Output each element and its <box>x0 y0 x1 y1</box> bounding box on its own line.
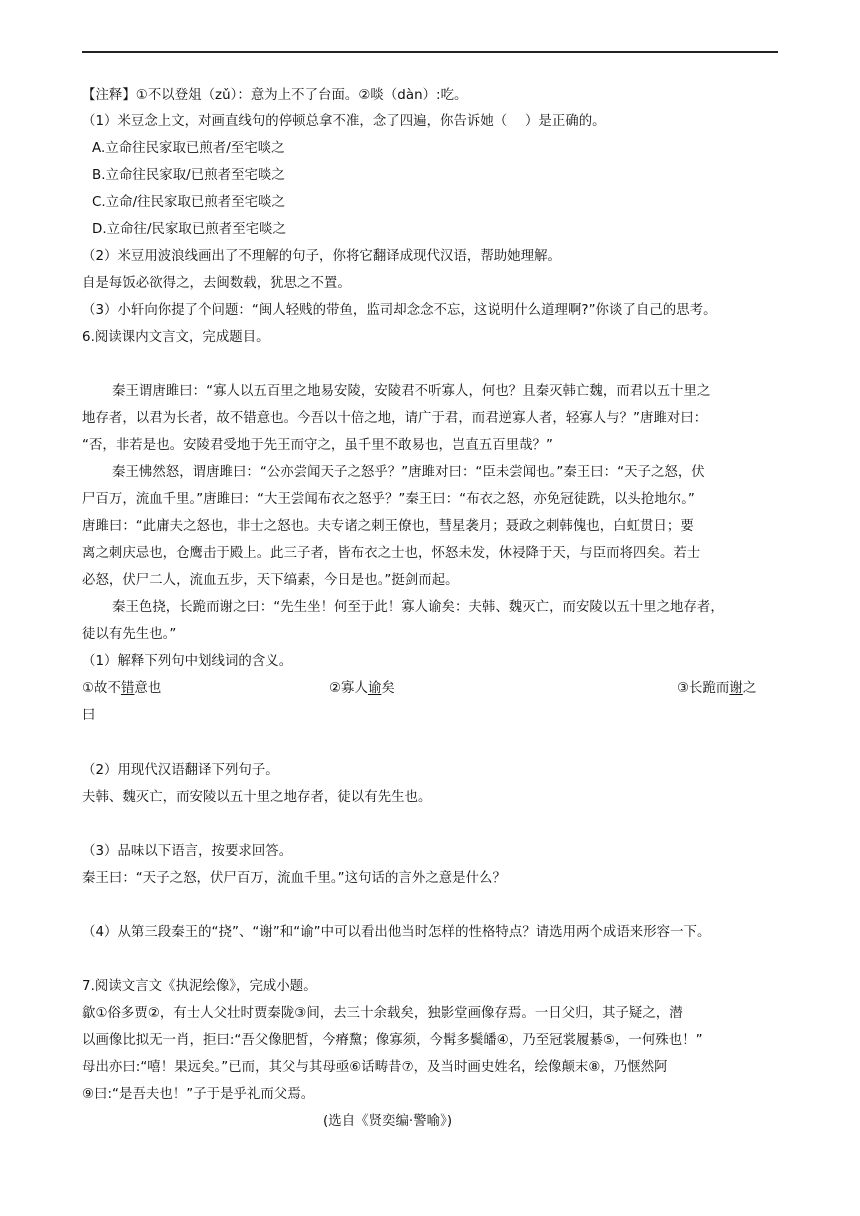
q5-question-1: （1）米豆念上文，对画直线句的停顿总拿不准，念了四遍，你告诉她（ ）是正确的。 <box>82 114 606 129</box>
q6-question-3: （3）品味以下语言，按要求回答。 <box>82 844 293 859</box>
q6-question-1-items <box>82 680 778 700</box>
q5-question-2: （2）米豆用波浪线画出了不理解的句子，你将它翻译成现代汉语，帮助她理解。 <box>82 249 561 264</box>
underlined-word: 错 <box>120 681 135 696</box>
item-1: ①故不错意也 <box>82 681 162 696</box>
q6-question-1: （1）解释下列句中划线词的含义。 <box>82 654 293 669</box>
q6-title: 6.阅读课内文言文，完成题目。 <box>82 330 270 345</box>
q6-question-2-sentence: 夫韩、魏灭亡，而安陵以五十里之地存者，徒以有先生也。 <box>82 790 432 805</box>
annotation-note: 【注释】①不以登俎（zǔ）：意为上不了台面。②啖（dàn）:吃。 <box>82 88 468 103</box>
q6-passage-line: 唐雎曰：“此庸夫之怒也，非士之怒也。夫专诸之刺王僚也，彗星袭月；聂政之刺韩傀也，白虹贯日；要 <box>82 519 694 534</box>
q6-passage-line: “否，非若是也。安陵君受地于先王而守之，虽千里不敢易也，岂直五百里哉？” <box>82 438 553 453</box>
item-2: ②寡人谕矣 <box>329 681 395 696</box>
q5-question-3: （3）小轩向你提了个问题：“闽人轻贱的带鱼，监司却念念不忘，这说明什么道理啊?”你谈了自己的思考。 <box>82 303 717 318</box>
q7-passage-line: 歙①俗多贾②，有士人父壮时贾秦陇③间，去三十余载矣，独影堂画像存焉。一日父归，其子疑之，潜 <box>82 1006 683 1021</box>
option-c: C.立命/往民家取已煎者至宅啖之 <box>92 195 285 210</box>
header-rule <box>82 51 778 53</box>
q7-passage-line: 母出亦曰:“嘻！果远矣。”已而，其父与其母亟⑥话畴昔⑦，及当时画史姓名，绘像颠末⑧，乃惬然阿 <box>82 1060 668 1075</box>
underlined-word: 谢 <box>729 681 743 696</box>
item-3-wrap: 曰 <box>82 708 96 723</box>
q6-passage-line: 离之刺庆忌也，仓鹰击于殿上。此三子者，皆布衣之士也，怀怒未发，休祲降于天，与臣而将四矣。若士 <box>82 546 701 561</box>
underlined-word: 谕 <box>367 681 382 696</box>
q6-passage-line: 尸百万，流血千里。”唐雎曰：“大王尝闻布衣之怒乎？”秦王曰：“布衣之怒，亦免冠徒跣，以头抢地尔。” <box>82 492 695 507</box>
q6-question-3-sentence: 秦王曰：“天子之怒，伏尸百万，流血千里。”这句话的言外之意是什么？ <box>82 871 506 886</box>
q6-passage-line: 秦王怫然怒，谓唐雎曰：“公亦尝闻天子之怒乎？”唐雎对曰：“臣未尝闻也。”秦王曰：“天子之怒，伏 <box>112 465 705 480</box>
q6-passage-line: 地存者，以君为长者，故不错意也。今吾以十倍之地，请广于君，而君逆寡人者，轻寡人与？”唐雎对曰： <box>82 411 708 426</box>
q7-passage-line: ⑨曰:“是吾夫也！”子于是乎礼而父焉。 <box>82 1087 315 1102</box>
q6-question-2: （2）用现代汉语翻译下列句子。 <box>82 763 279 778</box>
option-a: A.立命往民家取已煎者/至宅啖之 <box>92 141 285 156</box>
option-b: B.立命往民家取/已煎者至宅啖之 <box>92 168 285 183</box>
option-d: D.立命往/民家取已煎者至宅啖之 <box>92 222 286 237</box>
item-3: ③长跪而谢之 <box>677 681 757 696</box>
q5-question-2-sentence: 自是每饭必欲得之，去闽数载，犹思之不置。 <box>82 276 351 291</box>
q7-title: 7.阅读文言文《执泥绘像》，完成小题。 <box>82 979 317 994</box>
q6-question-4: （4）从第三段秦王的“挠”、“谢”和“谕”中可以看出他当时怎样的性格特点？请选用两个成语来形容一下。 <box>82 925 711 940</box>
q6-passage-line: 徒以有先生也。” <box>82 627 177 642</box>
q7-passage-line: 以画像比拟无一肖，拒曰:“吾父像肥皙，今瘠黧；像寡须，今髯多鬓皤④，乃至冠裳履綦⑤，一何殊也！” <box>82 1033 703 1048</box>
q7-source: (选自《贤奕编·警喻》) <box>323 1114 453 1129</box>
q6-passage-line: 秦王谓唐雎曰：“寡人以五百里之地易安陵，安陵君不听寡人，何也？且秦灭韩亡魏，而君以五十里之 <box>112 384 711 399</box>
q6-passage-line: 秦王色挠，长跪而谢之曰：“先生坐！何至于此！寡人谕矣：夫韩、魏灭亡，而安陵以五十里之地存者， <box>112 600 724 615</box>
q6-passage-line: 必怒，伏尸二人，流血五步，天下缟素，今日是也。”挺剑而起。 <box>82 573 459 588</box>
